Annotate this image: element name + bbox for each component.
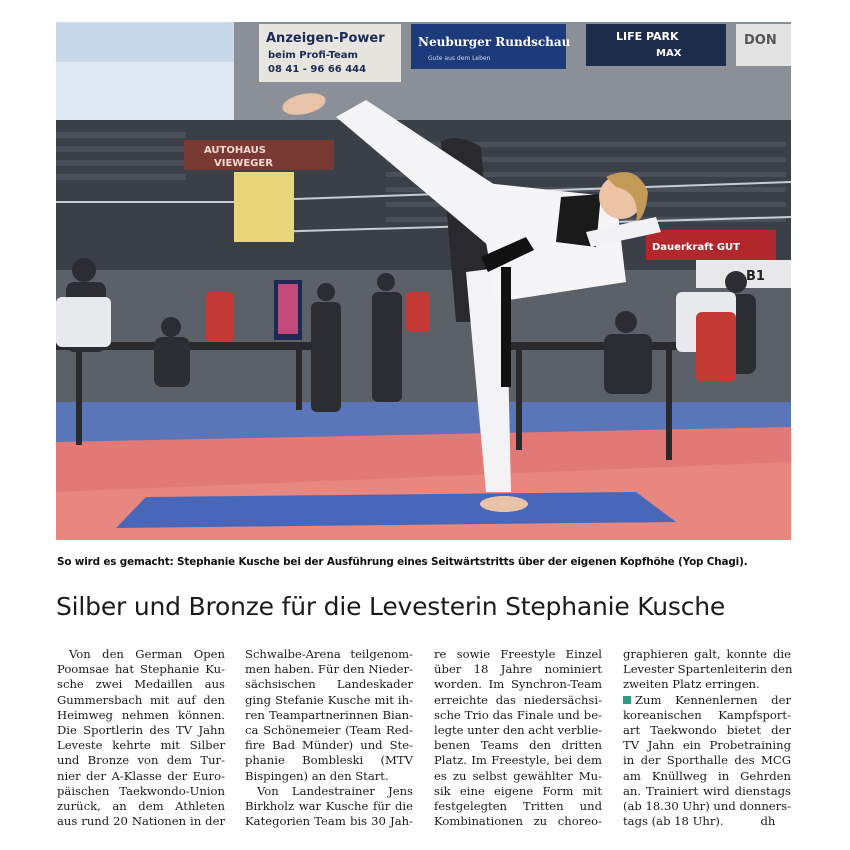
svg-text:Neuburger Rundschau: Neuburger Rundschau <box>418 35 571 49</box>
svg-text:VIEWEGER: VIEWEGER <box>214 158 273 169</box>
text-line: ca Schönemeier (Team Red- <box>245 722 413 737</box>
text-line: Gummersbach mit auf den <box>57 692 225 707</box>
text-line: Levester Spartenleiterin den <box>623 662 793 677</box>
ad-board-rundschau <box>411 24 571 69</box>
svg-text:Gute aus dem Leben: Gute aus dem Leben <box>428 55 491 62</box>
ad-board-don <box>736 24 791 66</box>
ad-board-anzeigen <box>259 24 401 82</box>
text-line: päischen Taekwondo-Union <box>57 783 225 798</box>
article-column-2 <box>245 647 413 829</box>
text-line: sche zwei Medaillen aus <box>57 677 225 692</box>
article-column-4 <box>623 647 791 829</box>
text-line: über 18 Jahre nominiert <box>434 662 602 677</box>
text-line: legte unter den acht verblie- <box>434 722 603 737</box>
text-line: in der Sporthalle des MCG <box>623 753 791 768</box>
text-line: fire Bad Münder) und Ste- <box>245 738 413 753</box>
svg-text:LIFE PARK: LIFE PARK <box>616 30 679 43</box>
text-line: und Bronze von dem Tur- <box>57 753 225 768</box>
photo-caption: So wird es gemacht: Stephanie Kusche bei der Ausführung eines Seitwärtstritts über der eigenen Kopfhöhe (Yop Chagi). <box>57 556 748 568</box>
text-line: festgelegten Tritten und <box>434 798 602 813</box>
svg-text:MAX: MAX <box>656 48 682 59</box>
text-line: (ab 18.30 Uhr) und donners- <box>623 798 792 813</box>
text-line: Leveste kehrte mit Silber <box>57 738 225 753</box>
text-line: Heimweg nehmen können. <box>57 707 225 722</box>
text-line: art Taekwondo bietet der <box>623 722 791 737</box>
text-line: Von den German Open <box>69 647 225 661</box>
svg-text:B1: B1 <box>746 269 765 284</box>
article-photo <box>56 22 791 540</box>
ad-board-autohaus <box>184 140 334 170</box>
svg-text:Dauerkraft GUT: Dauerkraft GUT <box>652 242 740 253</box>
text-line: Schwalbe-Arena teilgenom- <box>245 647 413 661</box>
text-line: sik eine eigene Form mit <box>434 783 602 798</box>
text-line: benen Teams den dritten <box>434 738 602 753</box>
text-line: Poomsae hat Stephanie Ku- <box>57 662 225 677</box>
text-line: Kategorien Team bis 30 Jah- <box>245 814 413 829</box>
text-line: am Knüllweg in Gehrden <box>623 768 791 783</box>
article-column-3 <box>434 647 602 829</box>
text-line: zurück, an dem Athleten <box>57 798 225 813</box>
text-line: es zu selbst gewählter Mu- <box>434 768 602 783</box>
ad-board-lifepark <box>586 24 726 66</box>
text-line: sche Trio das Finale und be- <box>434 707 602 722</box>
text-line: men haben. Für den Nieder- <box>245 662 413 677</box>
text-line: an. Trainiert wird dienstags <box>623 783 791 798</box>
text-line: erreichte das niedersächsi- <box>434 692 602 707</box>
text-line: Birkholz war Kusche für die <box>245 798 413 813</box>
ad1-title: Anzeigen-Power <box>266 31 385 46</box>
text-line: ren Teampartnerinnen Bian- <box>245 707 413 722</box>
text-line: nier der A-Klasse der Euro- <box>57 768 225 783</box>
text-line: Kombinationen zu choreo- <box>434 814 602 829</box>
svg-text:DON: DON <box>744 33 777 48</box>
svg-text:beim Profi-Team: beim Profi-Team <box>268 50 358 61</box>
text-line: graphieren galt, konnte die <box>623 647 791 661</box>
text-line: zweiten Platz erringen. <box>623 677 760 692</box>
article-headline: Silber und Bronze für die Levesterin Stephanie Kusche <box>56 592 726 621</box>
text-line: ging Stefanie Kusche mit ih- <box>245 692 413 707</box>
article-column-1 <box>57 647 225 829</box>
svg-text:AUTOHAUS: AUTOHAUS <box>204 145 266 156</box>
text-line: worden. Im Synchron-Team <box>434 677 602 692</box>
text-line: Platz. Im Freestyle, bei dem <box>434 753 602 768</box>
text-line: re sowie Freestyle Einzel <box>434 647 602 661</box>
text-line: TV Jahn ein Probetraining <box>623 738 791 753</box>
text-line: aus rund 20 Nationen in der <box>57 814 225 829</box>
text-line: tags (ab 18 Uhr). dh <box>623 814 776 829</box>
text-line: koreanischen Kampfsport- <box>623 707 791 722</box>
text-line: Bispingen) an den Start. <box>245 768 389 783</box>
section-bullet-icon <box>623 696 631 704</box>
svg-text:08 41 - 96 66 444: 08 41 - 96 66 444 <box>268 64 367 75</box>
text-line: Zum Kennenlernen der <box>623 693 791 708</box>
banner-gut <box>646 230 776 260</box>
text-line: sächsischen Landeskader <box>245 677 413 692</box>
text-line: phanie Bombleski (MTV <box>245 753 413 768</box>
text-line: Von Landestrainer Jens <box>257 783 413 798</box>
text-line: Die Sportlerin des TV Jahn <box>57 722 225 737</box>
